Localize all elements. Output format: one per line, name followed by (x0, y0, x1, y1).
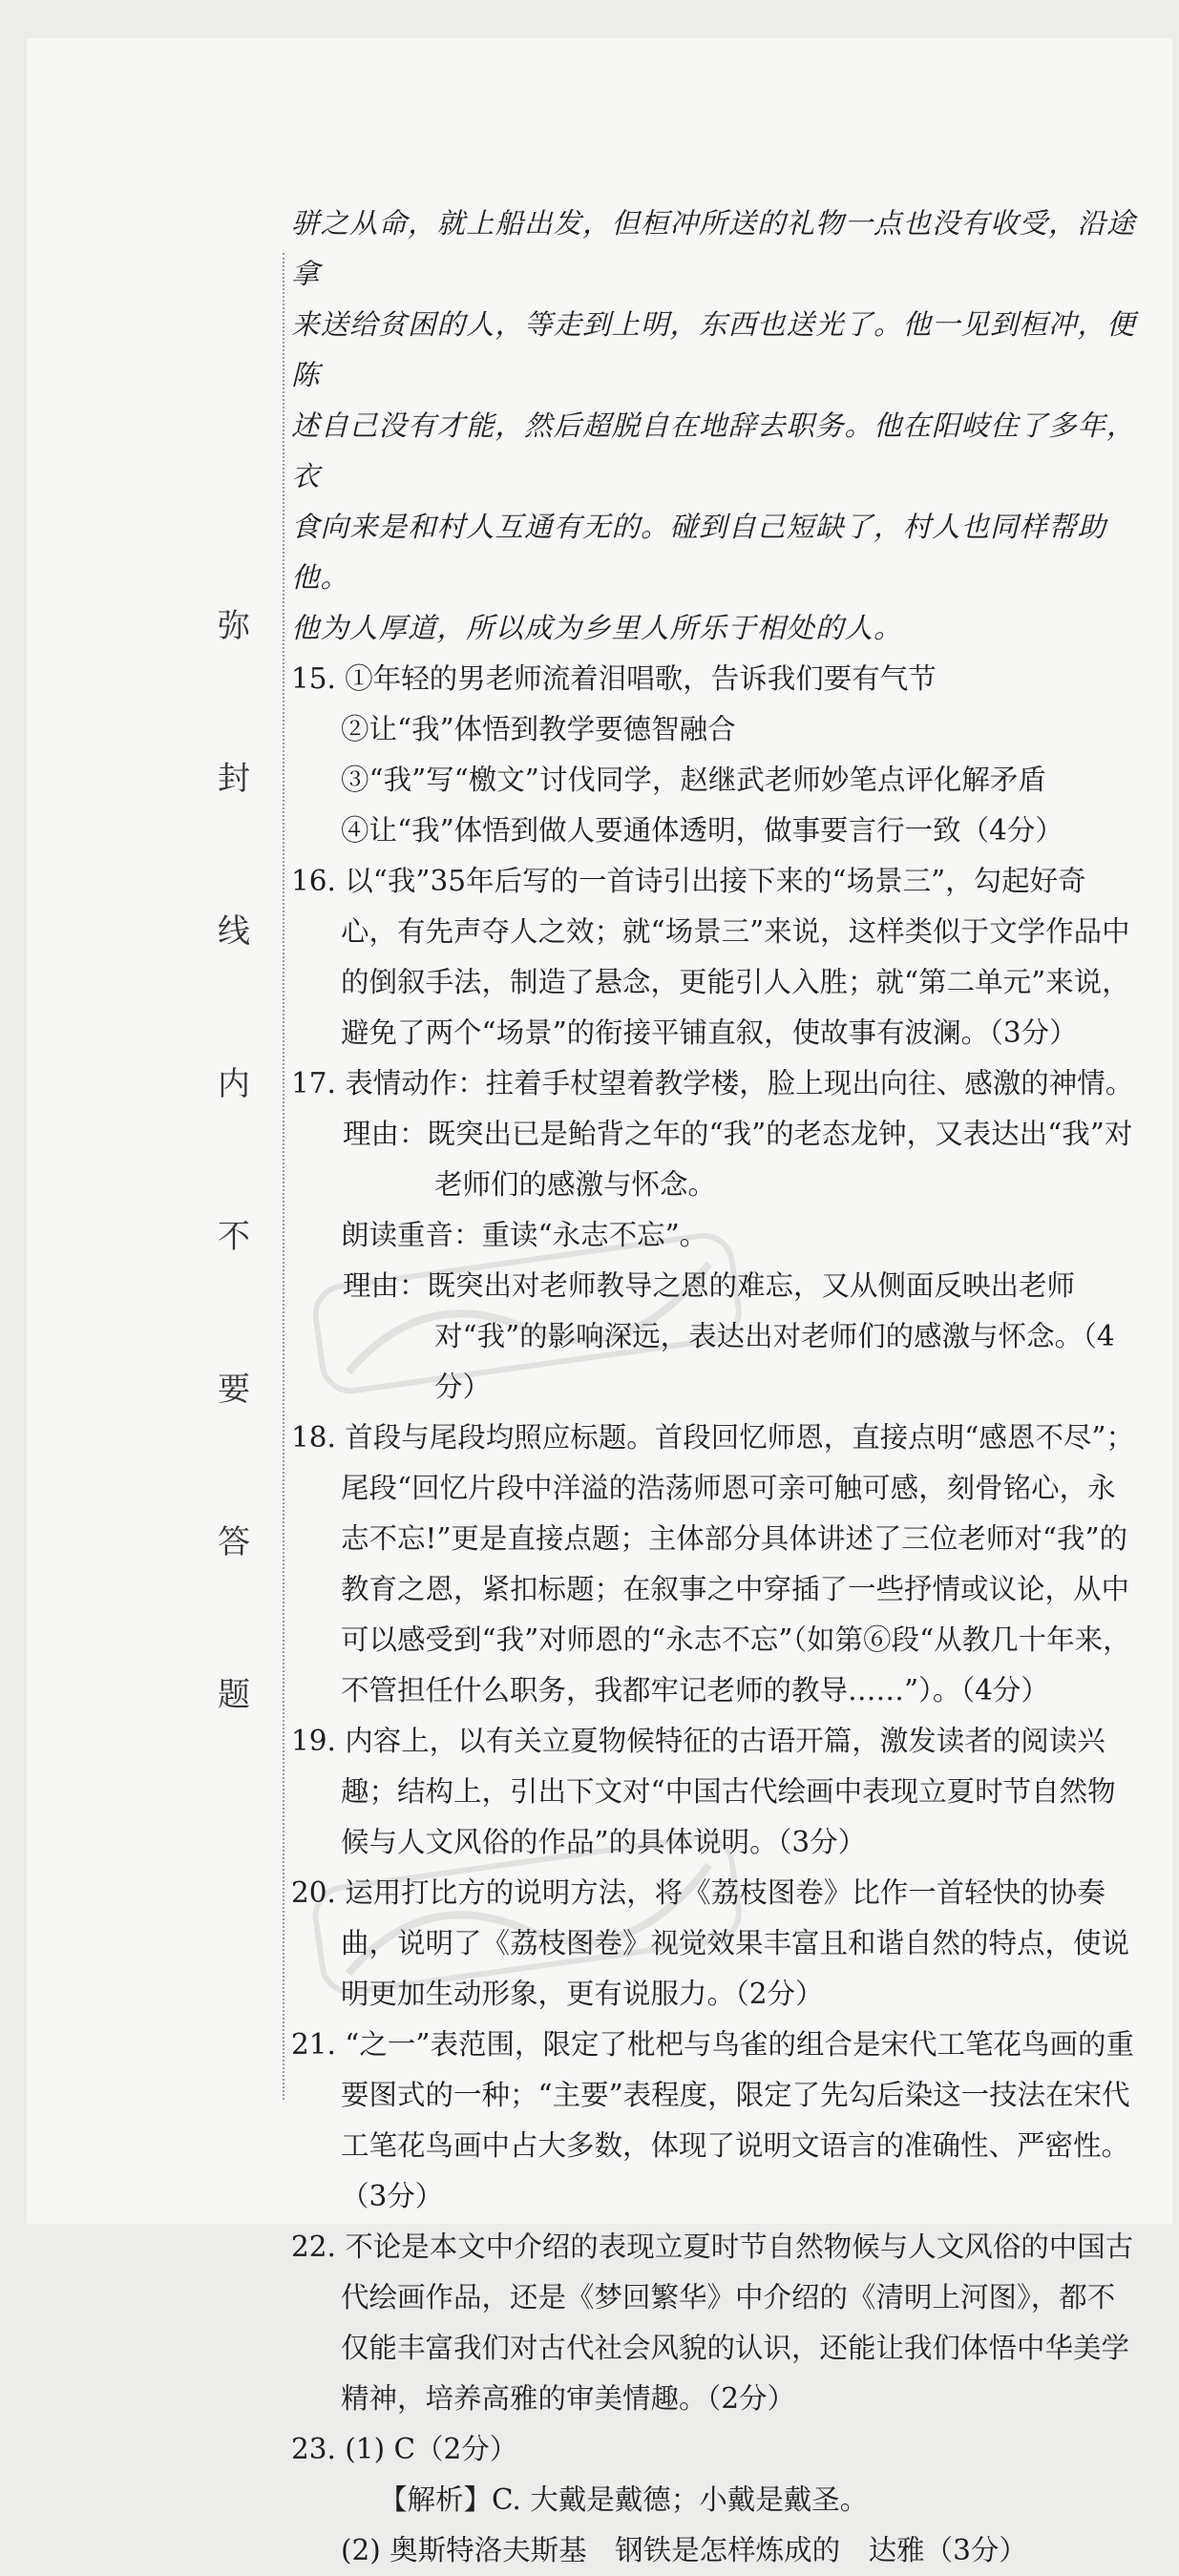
answer-23-analysis: 【解析】C. 大戴是戴德；小戴是戴圣。 (379, 2483, 869, 2516)
intro-line: 食向来是和村人互通有无的。碰到自己短缺了，村人也同样帮助他。 (291, 511, 1107, 594)
binding-char-7: 答 (218, 1523, 250, 1561)
binding-char-4: 内 (218, 1065, 250, 1103)
answer-18: 18. 首段与尾段均照应标题。首段回忆师恩，直接点明“感恩不尽”；尾段“回忆片段中洋溢的浩荡师恩可亲可触可感，刻骨铭心，永志不忘!”更是直接点题；主体部分具体讲述了三位老师对“我”的教育之恩，紧扣标题；在叙事之中穿插了一些抒情或议论，从中可以感受到“我”对师恩的“永志不忘”（如第⑥段“从教几十年来，不管担任什么职务，我都牢记老师的教导……”）。（4分） (291, 1421, 1134, 1707)
answer-16: 16. 以“我”35年后写的一首诗引出接下来的“场景三”，勾起好奇心，有先声夺人之效；就“场景三”来说，这样类似于文学作品中的倒叙手法，制造了悬念，更能引人入胜；就“第二单元”来说，避免了两个“场景”的衔接平铺直叙，使故事有波澜。（3分） (291, 865, 1130, 1049)
intro-line: 述自己没有才能，然后超脱自在地辞去职务。他在阳岐住了多年，衣 (291, 409, 1136, 492)
intro-line: 来送给贫困的人，等走到上明，东西也送光了。他一见到桓冲，便陈 (291, 308, 1136, 391)
binding-char-2: 封 (218, 760, 250, 798)
binding-char-6: 要 (218, 1371, 250, 1409)
binding-char-8: 题 (218, 1676, 250, 1714)
answer-15-point: ③“我”写“檄文”讨伐同学，赵继武老师妙笔点评化解矛盾 (341, 764, 1046, 796)
binding-char-1: 弥 (218, 607, 250, 645)
answer-19: 19. 内容上，以有关立夏物候特征的古语开篇，激发读者的阅读兴趣；结构上，引出下文对“中国古代绘画中表现立夏时节自然物候与人文风俗的作品”的具体说明。（3分） (291, 1725, 1116, 1858)
answer-17-stress: 朗读重音：重读“永志不忘”。 (341, 1219, 708, 1251)
answer-20: 20. 运用打比方的说明方法，将《荔枝图卷》比作一首轻快的协奏曲，说明了《荔枝图卷》视觉效果丰富且和谐自然的特点，使说明更加生动形象，更有说服力。（2分） (291, 1876, 1130, 2010)
answer-22: 22. 不论是本文中介绍的表现立夏时节自然物候与人文风俗的中国古代绘画作品，还是《梦回繁华》中介绍的《清明上河图》，都不仅能丰富我们对古代社会风貌的认识，还能让我们体悟中华美学精神，培养高雅的审美情趣。（2分） (291, 2230, 1134, 2415)
binding-dotted-line (283, 253, 284, 2100)
answer-17-reason-1: 理由：既突出已是鲐背之年的“我”的老态龙钟，又表达出“我”对老师们的感激与怀念。 (343, 1118, 1133, 1201)
answer-15-point: ④让“我”体悟到做人要通体透明，做事要言行一致（4分） (341, 814, 1063, 847)
binding-char-5: 不 (218, 1218, 250, 1256)
intro-line: 骈之从命，就上船出发，但桓冲所送的礼物一点也没有收受，沿途拿 (291, 207, 1136, 290)
answer-15-point: ②让“我”体悟到教学要德智融合 (341, 713, 736, 745)
answer-23-part-1: 23. (1) C（2分） (291, 2433, 518, 2465)
answer-21: 21. “之一”表范围，限定了枇杷与鸟雀的组合是宋代工笔花鸟画的重要图式的一种；“主要”表程度，限定了先勾后染这一技法在宋代工笔花鸟画中占大多数，体现了说明文语言的准确性、严密性。（3分） (291, 2028, 1134, 2212)
answer-17: 17. 表情动作：拄着手杖望着教学楼，脸上现出向往、感激的神情。 (291, 1067, 1134, 1100)
answer-23-part-2: (2) 奥斯特洛夫斯基 钢铁是怎样炼成的 达雅（3分） (341, 2534, 1027, 2566)
answer-17-reason-2: 理由：既突出对老师教导之恩的难忘，又从侧面反映出老师对“我”的影响深远，表达出对老师们的感激与怀念。（4分） (343, 1269, 1115, 1403)
binding-char-3: 线 (218, 912, 250, 951)
intro-line: 他为人厚道，所以成为乡里人所乐于相处的人。 (291, 612, 903, 644)
answer-15: 15. ①年轻的男老师流着泪唱歌，告诉我们要有气节 (291, 662, 937, 695)
